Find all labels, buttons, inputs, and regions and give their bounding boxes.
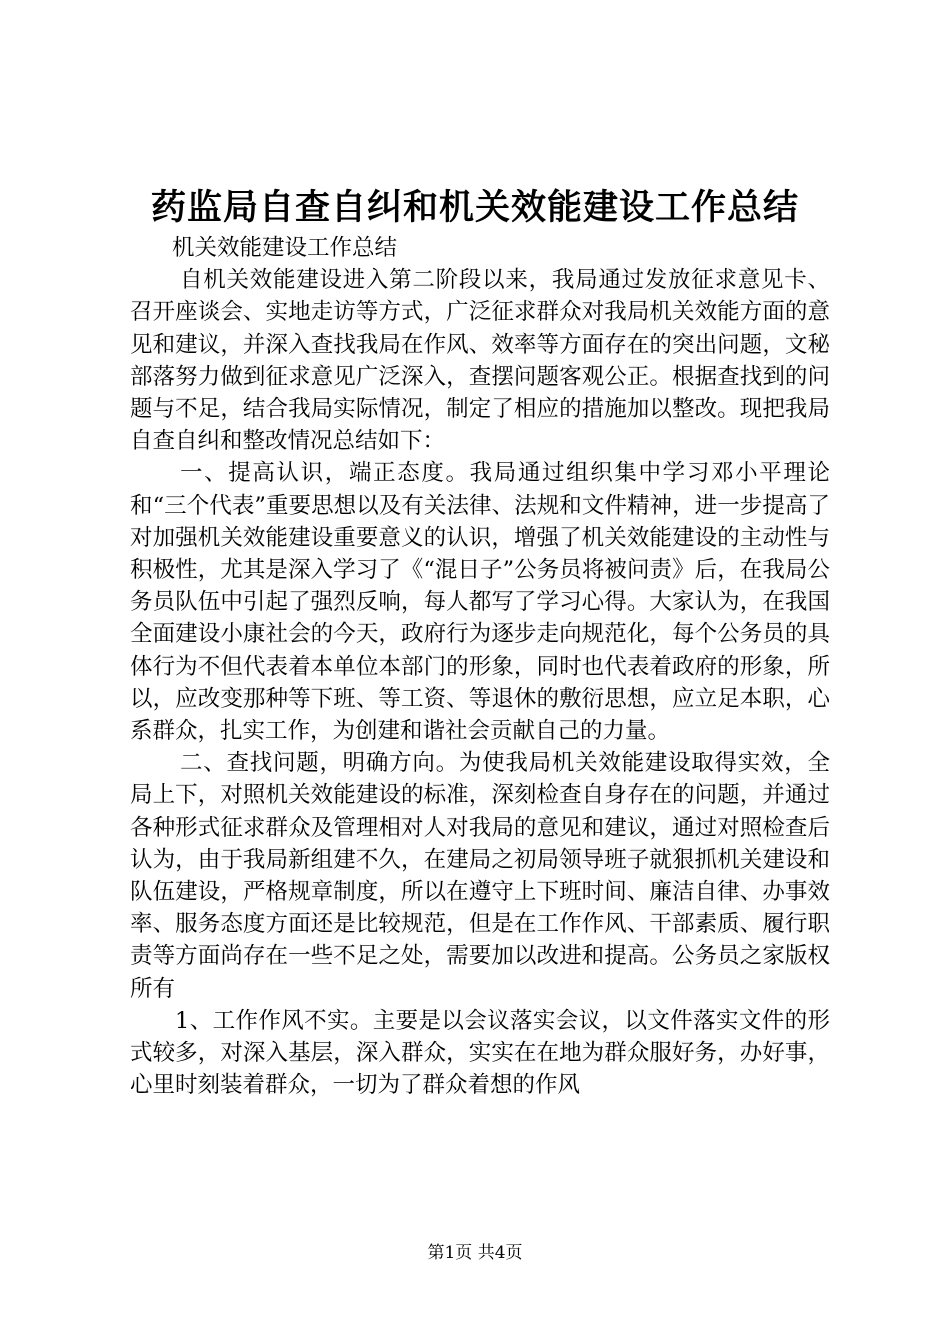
document-subtitle: 机关效能建设工作总结 bbox=[172, 235, 398, 261]
document-title: 药监局自查自纠和机关效能建设工作总结 bbox=[150, 187, 799, 228]
paragraph-section-two: 二、查找问题，明确方向。为使我局机关效能建设取得实效，全局上下，对照机关效能建设的标准，深刻检查自身存在的问题，并通过各种形式征求群众及管理相对人对我局的意见和建议，通过对照检查后认为，由于我局新组建不久，在建局之初局领导班子就狠抓机关建设和队伍建设，严格规章制度，所以在遵守上下班时间、廉洁自律、办事效率、服务态度方面还是比较规范，但是在工作作风、干部素质、履行职责等方面尚存在一些不足之处，需要加以改进和提高。公务员之家版权所有 bbox=[130, 750, 830, 1002]
paragraph-intro: 自机关效能建设进入第二阶段以来，我局通过发放征求意见卡、召开座谈会、实地走访等方式，广泛征求群众对我局机关效能方面的意见和建议，并深入查找我局在作风、效率等方面存在的突出问题，文秘部落努力做到征求意见广泛深入，查摆问题客观公正。根据查找到的问题与不足，结合我局实际情况，制定了相应的措施加以整改。现把我局自查自纠和整改情况总结如下： bbox=[130, 267, 830, 455]
paragraph-item-one: 1、工作作风不实。主要是以会议落实会议，以文件落实文件的形式较多，对深入基层，深入群众，实实在在地为群众服好务，办好事，心里时刻装着群众，一切为了群众着想的作风 bbox=[130, 1007, 830, 1099]
document-body bbox=[130, 232, 830, 1101]
paragraph-section-one: 一、提高认识，端正态度。我局通过组织集中学习邓小平理论和“三个代表”重要思想以及有关法律、法规和文件精神，进一步提高了对加强机关效能建设重要意义的认识，增强了机关效能建设的主动性与积极性，尤其是深入学习了《“混日子”公务员将被问责》后，在我局公务员队伍中引起了强烈反响，每人都写了学习心得。大家认为，在我国全面建设小康社会的今天，政府行为逐步走向规范化，每个公务员的具体行为不但代表着本单位本部门的形象，同时也代表着政府的形象，所以，应改变那种等下班、等工资、等退休的敷衍思想，应立足本职，心系群众，扎实工作，为创建和谐社会贡献自己的力量。 bbox=[130, 460, 830, 745]
page-footer: 第1页 共4页 bbox=[427, 1243, 523, 1263]
